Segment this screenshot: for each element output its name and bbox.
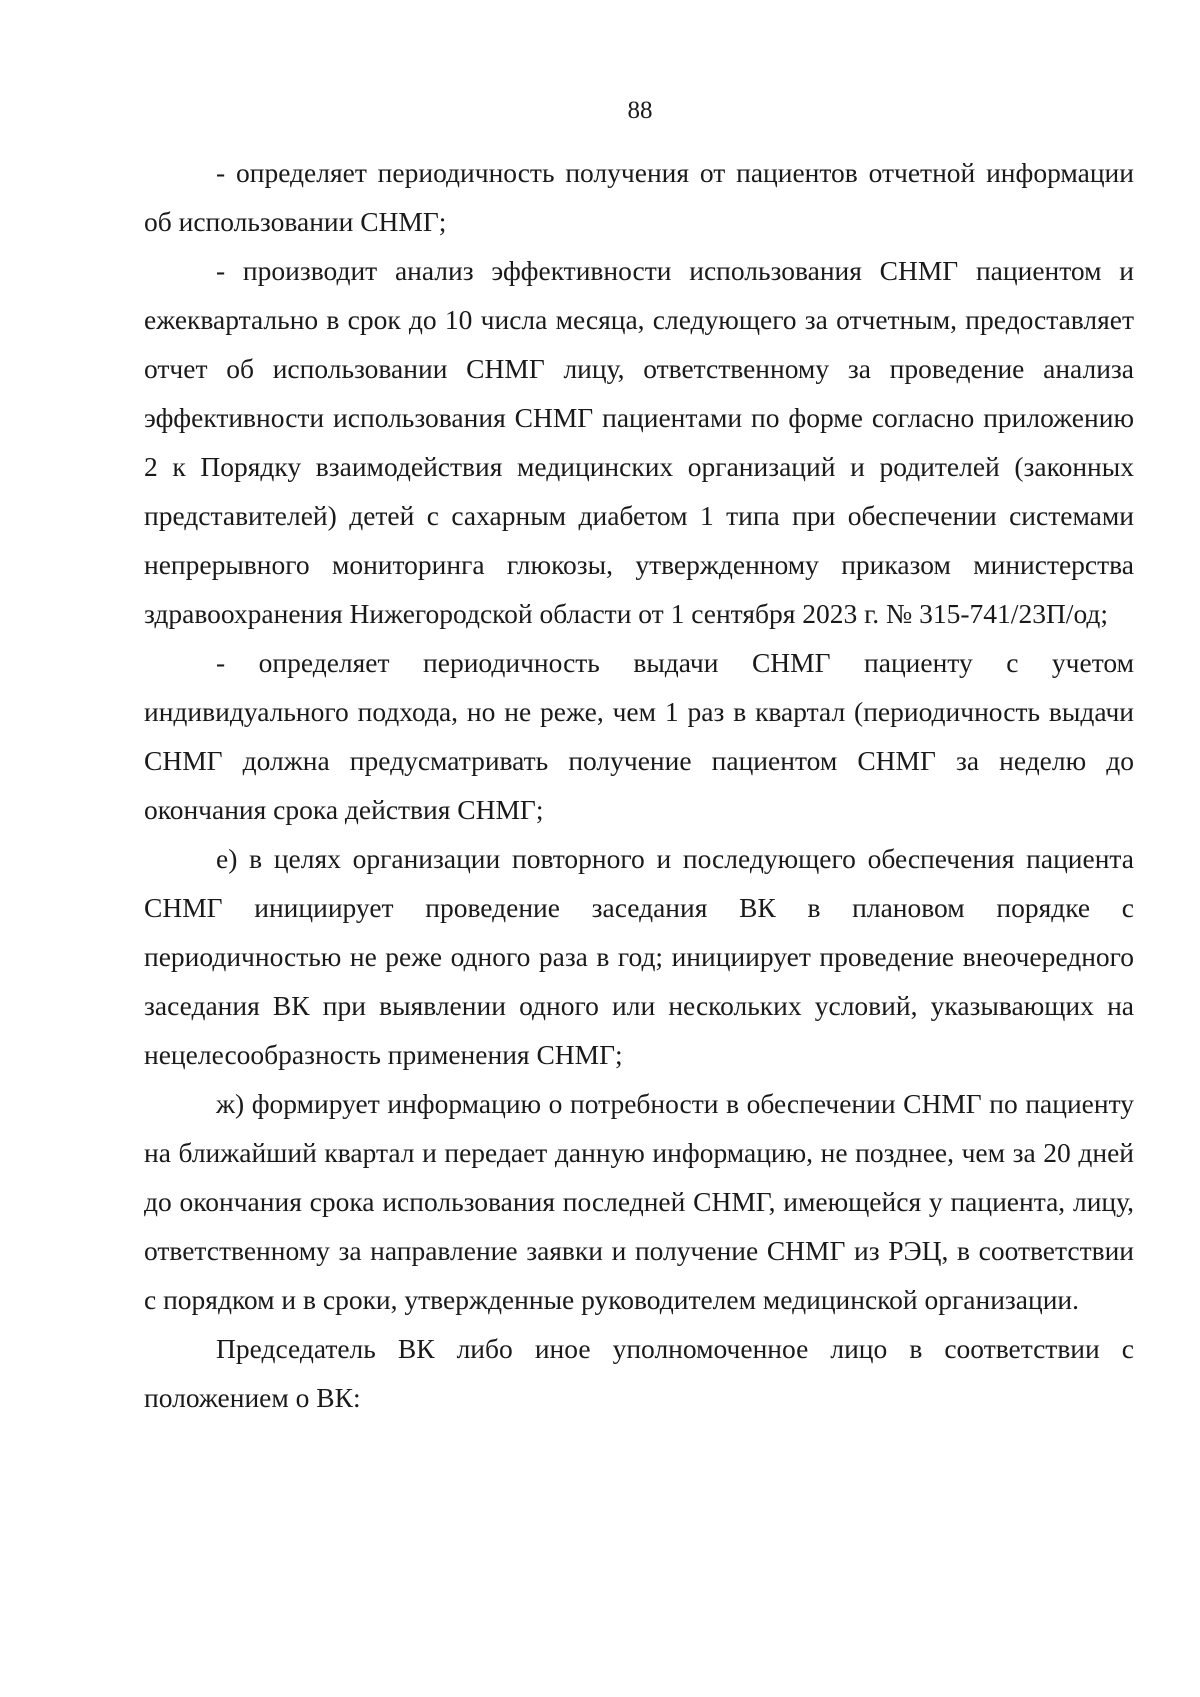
paragraph-item-e: е) в целях организации повторного и последующего обеспечения пациента СНМГ инициирует проведение заседания ВК в плановом порядке с периодичностью не реже одного раза в год; инициирует проведение внеочередного заседания ВК при выявлении одного или нескольких условий, указывающих на нецелесообразность применения СНМГ; <box>144 843 1134 1070</box>
paragraph-issue-periodicity: - определяет периодичность выдачи СНМГ пациенту с учетом индивидуального подхода, но не реже, чем 1 раз в квартал (периодичность выдачи СНМГ должна предусматривать получение пациентом СНМГ за неделю до окончания срока действия СНМГ; <box>144 647 1134 825</box>
paragraph-periodicity-reporting: - определяет периодичность получения от пациентов отчетной информации об использовании СНМГ; <box>144 157 1134 237</box>
document-body <box>144 148 1134 1422</box>
page-number: 88 <box>627 97 653 124</box>
paragraph-item-zh: ж) формирует информацию о потребности в обеспечении СНМГ по пациенту на ближайший квартал и передает данную информацию, не позднее, чем за 20 дней до окончания срока использования последней СНМГ, имеющейся у пациента, лицу, ответственному за направление заявки и получение СНМГ из РЭЦ, в соответствии с порядком и в сроки, утвержденные руководителем медицинской организации. <box>144 1088 1134 1315</box>
paragraph-chairman: Председатель ВК либо иное уполномоченное лицо в соответствии с положением о ВК: <box>144 1333 1134 1413</box>
paragraph-effectiveness-analysis: - производит анализ эффективности использования СНМГ пациентом и ежеквартально в срок до 10 числа месяца, следующего за отчетным, предоставляет отчет об использовании СНМГ лицу, ответственному за проведение анализа эффективности использования СНМГ пациентами по форме согласно приложению 2 к Порядку взаимодействия медицинских организаций и родителей (законных представителей) детей с сахарным диабетом 1 типа при обеспечении системами непрерывного мониторинга глюкозы, утвержденному приказом министерства здравоохранения Нижегородской области от 1 сентября 2023 г. № 315-741/23П/од; <box>144 255 1134 629</box>
